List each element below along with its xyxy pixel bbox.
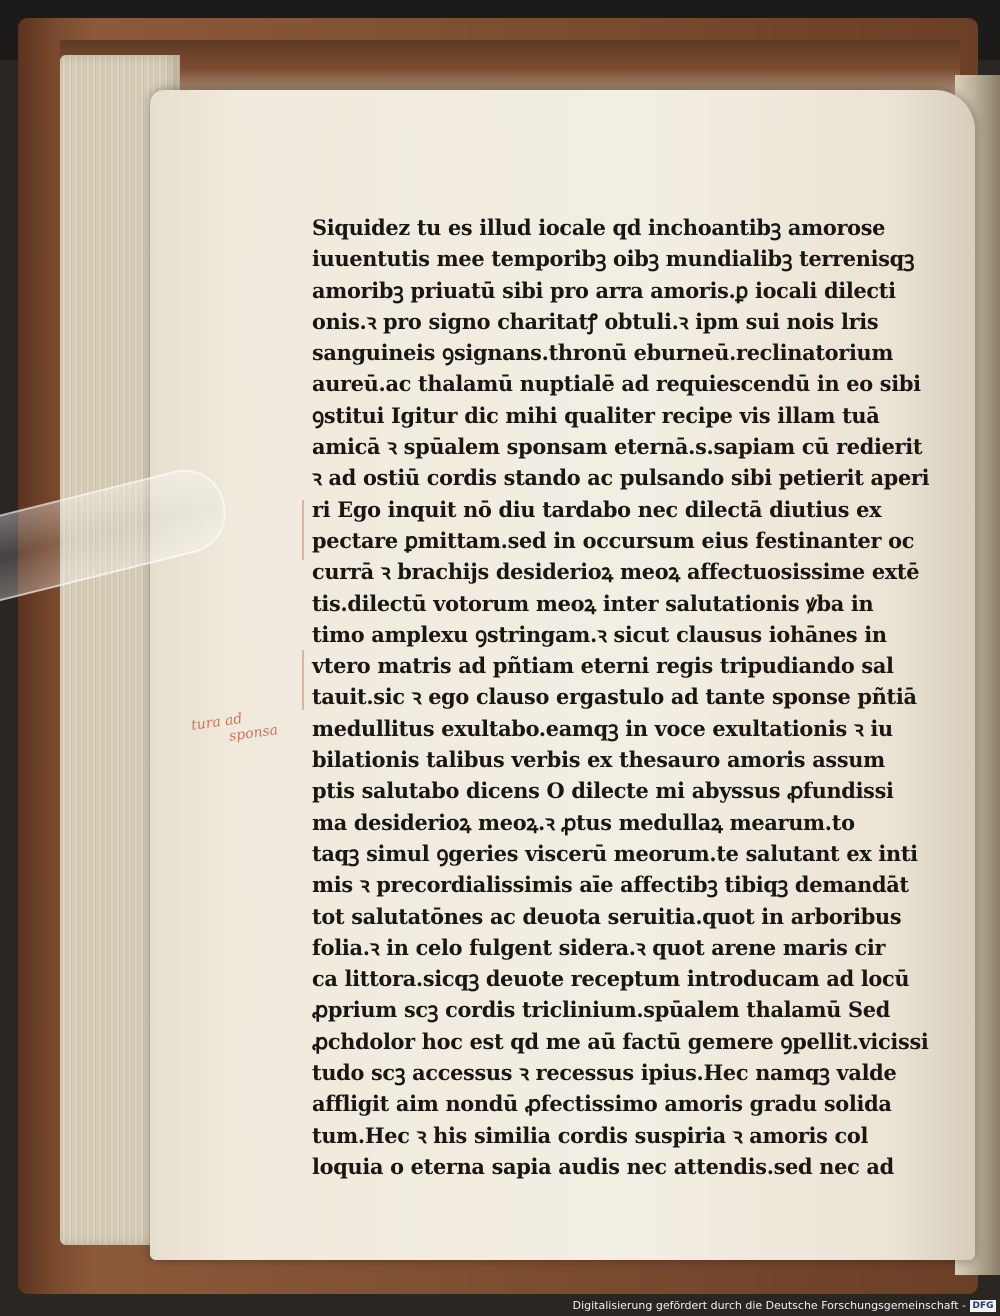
text-line: ca littora.sicqꝫ deuote receptum introducam ad locū [312, 966, 910, 992]
marginal-annotation-line: tura ad [190, 710, 244, 734]
text-line: tum.Hec ꝛ his similia cordis suspiria ꝛ amoris col [312, 1122, 869, 1148]
text-line: pectare ꝑmittam.sed in occursum eius festinanter oc [312, 527, 915, 553]
text-line: sanguineis ꝯsignans.thronū eburneū.reclinatorium [312, 340, 894, 366]
text-line: currā ꝛ brachijs desiderioꝝ meoꝝ affectuosissime extē [312, 559, 920, 585]
margin-line-mark [302, 650, 304, 710]
text-line: aureū.ac thalamū nuptialē ad requiescendū in eo sibi [312, 371, 921, 397]
printed-text-block [312, 212, 942, 1182]
text-line: amoribꝫ priuatū sibi pro arra amoris.ꝑ iocali dilecti [312, 277, 896, 303]
dfg-logo: DFG [970, 1300, 996, 1312]
text-line: affligit aim nondū ꝓfectissimo amoris gradu solida [312, 1091, 892, 1117]
text-line: loquia o eterna sapia audis nec attendis.sed nec ad [312, 1153, 894, 1179]
text-line: iuuentutis mee temporibꝫ oibꝫ mundialibꝫ terrenisqꝫ [312, 246, 915, 272]
text-line: bilationis talibus verbis ex thesauro amoris assum [312, 747, 885, 773]
text-line: ꝓprium scꝫ cordis triclinium.spūalem thalamū Sed [312, 997, 891, 1023]
marginal-annotation-line: sponsa [228, 722, 279, 745]
text-line: ma desiderioꝝ meoꝝ.ꝛ ꝓtus medullaꝝ mearum.to [312, 809, 855, 835]
text-line: timo amplexu ꝯstringam.ꝛ sicut clausus iohānes in [312, 621, 887, 647]
text-line: mis ꝛ precordialissimis aīe affectibꝫ tibiqꝫ demandāt [312, 872, 909, 898]
text-line: taqꝫ simul ꝯgeries viscerū meorum.te salutant ex inti [312, 840, 918, 866]
text-line: medullitus exultabo.eamqꝫ in voce exultationis ꝛ iu [312, 715, 893, 741]
text-line: ꝓchdolor hoc est qd me aū factū gemere ꝯpellit.vicissi [312, 1028, 929, 1054]
text-line: tot salutatōnes ac deuota seruitia.quot in arboribus [312, 903, 902, 929]
margin-line-mark [302, 500, 304, 560]
text-line: tauit.sic ꝛ ego clauso ergastulo ad tante sponse pñtiā [312, 684, 917, 710]
text-line: folia.ꝛ in celo fulgent sidera.ꝛ quot arene maris cir [312, 934, 886, 960]
text-line: onis.ꝛ pro signo charitatꝭ obtuli.ꝛ ipm sui nois lris [312, 308, 879, 334]
footer-credit: Digitalisierung gefördert durch die Deutsche Forschungsgemeinschaft - [572, 1299, 966, 1312]
text-line: tudo scꝫ accessus ꝛ recessus ipius.Hec namqꝫ valde [312, 1060, 897, 1086]
text-line: tis.dilectū votorum meoꝝ inter salutationis ꝟba in [312, 590, 874, 616]
text-line: ꝛ ad ostiū cordis stando ac pulsando sibi petierit aperi [312, 465, 930, 491]
text-line: amicā ꝛ spūalem sponsam eternā.s.sapiam cū redierit [312, 434, 923, 460]
text-line: ꝯstitui Igitur dic mihi qualiter recipe vis illam tuā [312, 402, 880, 428]
text-line: ptis salutabo dicens O dilecte mi abyssus ꝓfundissi [312, 778, 894, 804]
text-line: vtero matris ad pñtiam eterni regis tripudiando sal [312, 653, 894, 679]
text-line: ri Ego inquit nō diu tardabo nec dilectā diutius ex [312, 496, 882, 522]
text-line: Siquidez tu es illud iocale qd inchoantibꝫ amorose [312, 215, 886, 240]
